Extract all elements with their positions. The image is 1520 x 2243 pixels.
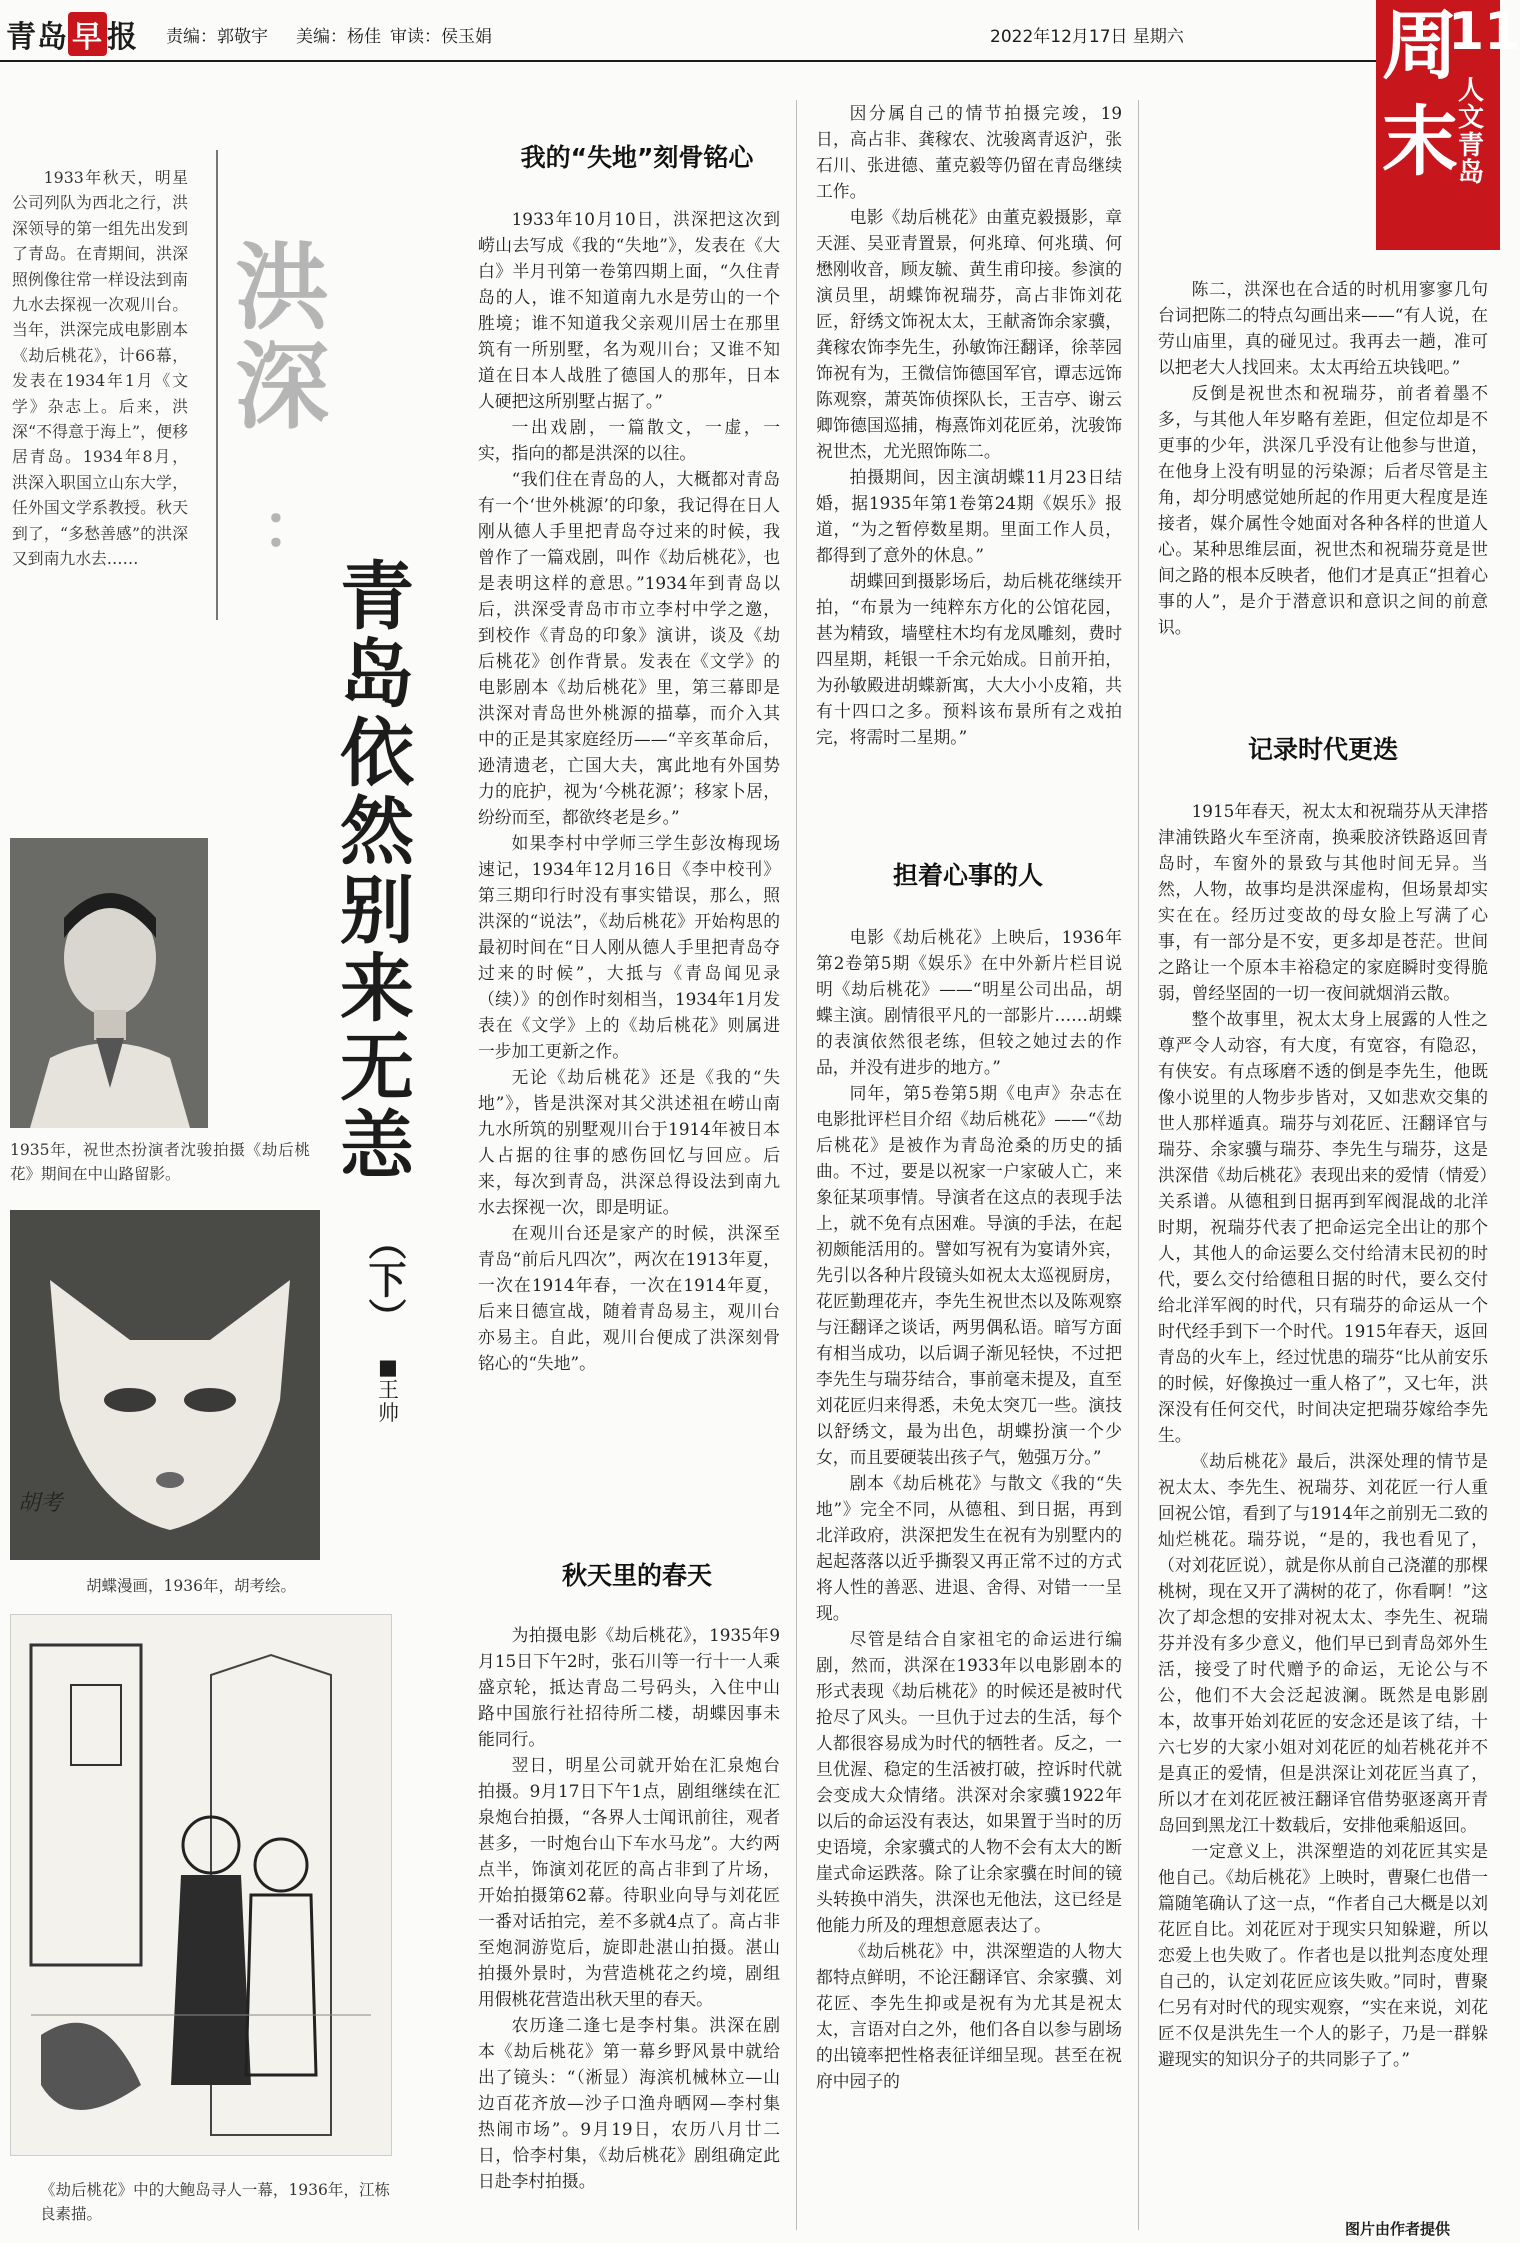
badge-mo: 末 [1382,97,1458,186]
column-1-bottom [478,1622,780,2194]
issue-date: 2022年12月17日 星期六 [990,27,1184,47]
paragraph: 无论《劫后桃花》还是《我的“失地”》，皆是洪深对其父洪述祖在崂山南九水所筑的别墅观川台于1914年被日本人占据的往事的感伤回忆与回应。后来，每次到青岛，洪深总得设法到南九水去探视一次，即是明证。 [478,1067,780,1217]
paragraph: 农历逢二逢七是李村集。洪深在剧本《劫后桃花》第一幕乡野风景中就给出了镜头：“（淅显）海滨机械林立—山边百花齐放—沙子口渔舟晒网—李村集热闹市场”。9月19日，农历八月廿二日，恰李村集，《劫后桃花》剧组确定此日赴李村拍摄。 [478,2015,780,2191]
title-colon: ： [262,493,322,563]
paragraph: 1933年10月10日，洪深把这次到崂山去写成《我的“失地”》，发表在《大白》半月刊第一卷第四期上面，“久住青岛的人，谁不知道南九水是劳山的一个胜境；谁不知道我父亲观川居士在那里筑有一所别墅，名为观川台；又谁不知道在日本人战胜了德国人的那年，日本人硬把这所别墅占据了。” [478,209,780,411]
paragraph: 一定意义上，洪深塑造的刘花匠其实是他自己。《劫后桃花》上映时，曹聚仁也借一篇随笔确认了这一点，“作者自己大概是以刘花匠自比。刘花匠对于现实只知躲避，所以恋爱上也失败了。作者也是以批判态度处理自己的，认定刘花匠应该失败。”同时，曹聚仁另有对时代的现实观察，“实在来说，刘花匠不仅是洪先生一个人的影子，乃是一群躲避现实的知识分子的共同影子了。” [1158,1841,1488,2069]
paragraph: 反倒是祝世杰和祝瑞芬，前者着墨不多，与其他人年岁略有差距，但定位却是不更事的少年，洪深几乎没有让他参与世道，在他身上没有明显的污染源；后者尽管是主角，却分明感觉她所起的作用更大程度是连接者，媒介属性令她面对各种各样的世道人心。某种思维层面，祝世杰和祝瑞芬竟是世间之路的根本反映者，他们才是真正“担着心事的人”，是介于潜意识和意识之间的前意识。 [1158,383,1488,637]
section-name: 人文青岛 [1458,76,1485,188]
paragraph: 如果李村中学师三学生彭汝梅现场速记，1934年12月16日《李中校刊》第三期印行时没有事实错误，那么，照洪深的“说法”，《劫后桃花》开始构思的最初时间在“日人刚从德人手里把青岛夺过来的时候”，大抵与《青岛闻见录（续）》的创作时刻相当，1934年1月发表在《文学》上的《劫后桃花》则属进一步加工更新之作。 [478,833,780,1061]
paragraph: 陈二，洪深也在合适的时机用寥寥几句台词把陈二的特点勾画出来——“有人说，在劳山庙里，真的碰见过。我再去一趟，准可以把老大人找回来。太太再给五块钱吧。” [1158,279,1488,377]
portrait-graphic [10,838,208,1128]
paragraph: 剧本《劫后桃花》与散文《我的“失地”》完全不同，从德租、到日据，再到北洋政府，洪深把发生在祝有为别墅内的起起落落以近乎撕裂又再正常不过的方式将人性的善恶、进退、舍得、对错一一呈现。 [816,1473,1122,1623]
sketch-graphic [11,1615,391,2155]
paragraph: 电影《劫后桃花》上映后，1936年第2卷第5期《娱乐》在中外新片栏目说明《劫后桃花》——“明星公司出品，胡蝶主演。剧情很平凡的一部影片……胡蝶的表演依然很老练，但较之她过去的作品，并没有进步的地方。” [816,927,1122,1077]
column-2-top [816,100,1122,750]
column-2-bottom [816,924,1122,2094]
reviewer-credit: 审读：侯玉娟 [390,27,492,47]
page-title: 青岛依然别来无恙 [340,554,414,1190]
section-heading-3: 担着心事的人 [892,861,1043,890]
header-rule [0,60,1380,62]
logo-text-a: 青岛 [6,20,68,55]
designer-credit: 美编：杨佳 [296,27,381,47]
paragraph: 《劫后桃花》中，洪深塑造的人物大都特点鲜明，不论汪翻译官、余家骥、刘花匠、李先生抑或是祝有为尤其是祝太太，言语对白之外，他们各自以参与剧场的出镜率把性格表征详细呈现。甚至在祝府中园子的 [816,1941,1122,2091]
photo2-caption: 胡蝶漫画，1936年，胡考绘。 [86,1577,296,1595]
paragraph: 胡蝶回到摄影场后，劫后桃花继续开拍，“布景为一纯粹东方化的公馆花园，甚为精致，墙壁柱木均有龙凤雕刻，费时四星期，耗银一千余元始成。日前开拍，为孙敏殿进胡蝶新寓，大大小小皮箱，共有十四口之多。预料该布景所有之戏拍完，将需时二星期。” [816,571,1122,747]
paragraph: 一出戏剧，一篇散文，一虚，一实，指向的都是洪深的以往。 [478,417,780,463]
title-name: 洪深 [235,234,330,442]
column-3-bottom [1158,798,1488,2072]
section-heading-2: 秋天里的春天 [561,1561,712,1590]
portrait-photo [10,838,208,1128]
paragraph: 尽管是结合自家祖宅的命运进行编剧，然而，洪深在1933年以电影剧本的形式表现《劫后桃花》的时候还是被时代抢尽了风头。一旦仇于过去的生活，每个人都很容易成为时代的牺牲者。反之，一旦优渥、稳定的生活被打破，控诉时代就会变成大众情绪。洪深对余家骥1922年以后的命运没有表达，如果置于当时的历史语境，余家骥式的人物不会有太大的断崖式命运跌落。除了让余家骥在时间的镜头转换中消失，洪深也无他法，这已经是他能力所及的理想意愿表达了。 [816,1629,1122,1935]
paragraph: 《劫后桃花》最后，洪深处理的情节是祝太太、李先生、祝瑞芬、刘花匠一行人重回祝公馆，看到了与1914年之前别无二致的灿烂桃花。瑞芬说，“是的，我也看见了，（对刘花匠说），就是你从前自己浇灌的那棵桃树，现在又开了满树的花了，你看啊！”这次了却念想的安排对祝太太、李先生、祝瑞芬并没有多少意义，他们早已到青岛郊外生活，接受了时代赠予的命运，无论公与不公，他们不大会泛起波澜。既然是电影剧本，故事开始刘花匠的安念还是该了结，十六七岁的大家小姐对刘花匠的灿若桃花并不是真正的爱情，但是洪深让刘花匠当真了，所以才在刘花匠被汪翻译官借势驱逐离开青岛回到黑龙江十数载后，安排他乘船返回。 [1158,1451,1488,1835]
photo-credit: 图片由作者提供 [1345,2220,1451,2238]
column-1-top [478,206,780,1376]
badge-zhou: 周 [1382,1,1458,90]
paragraph: 因分属自己的情节拍摄完竣，19日，高占非、龚稼农、沈骏离青返沪，张石川、张进德、董克毅等仍留在青岛继续工作。 [816,103,1122,201]
title-part: （下） [362,1222,407,1336]
column-3-top [1158,276,1488,640]
paragraph: 整个故事里，祝太太身上展露的人性之尊严令人动容，有大度，有宽容，有隐忍，有侠安。有点琢磨不透的倒是李先生，他既像小说里的人物步步皆对，又如悲欢交集的世人那样遁真。瑞芬与刘花匠、汪翻译官与瑞芬、余家骥与瑞芬、李先生与瑞芬，这是洪深借《劫后桃花》表现出来的爱情（情爱）关系谱。从德租到日据再到军阀混战的北洋时期，祝瑞芬代表了把命运完全出让的那个人，其他人的命运要么交付给清末民初的时代，要么交付给德租日据的时代，要么交付给北洋军阀的时代，只有瑞芬的命运从一个时代经手到下一个时代。1915年春天，返回青岛的火车上，经过忧患的瑞芬“比从前安乐的时候，好像换过一重人格了”，又七年，洪深没有任何交代，时间决定把瑞芬嫁给李先生。 [1158,1009,1488,1445]
paragraph: 同年，第5卷第5期《电声》杂志在电影批评栏目介绍《劫后桃花》——“《劫后桃花》是被作为青岛沧桑的历史的插曲。不过，要是以祝家一户家破人亡，来象征某项事情。导演者在这点的表现手法上，就不免有点困难。导演的手法，在起初颇能活用的。譬如写祝有为宴请外宾，先引以各种片段镜头如祝太太巡视厨房，花匠勤理花卉，李先生祝世杰以及陈观察与汪翻译之谈话，两男偶私语。暗写方面有相当成功，以后调子渐见轻快，不过把李先生与瑞芬结合，事前毫未提及，直至刘花匠归来得悉，未免太突兀一些。演技以舒绣文，最为出色，胡蝶扮演一个少女，而且要硬装出孩子气，勉强万分。” [816,1083,1122,1467]
logo-text-c: 报 [107,20,138,55]
section-heading-4: 记录时代更迭 [1247,735,1398,764]
column-divider-2 [1138,100,1139,2230]
page-number: 11 [1448,2,1520,62]
street-sketch [10,1614,392,2156]
photo1-caption: 1935年，祝世杰扮演者沈骏拍摄《劫后桃花》期间在中山路留影。 [10,1141,310,1183]
section-badge [1376,0,1520,250]
photo3-caption: 《劫后桃花》中的大鲍岛寻人一幕，1936年，江栋良素描。 [40,2181,390,2223]
paragraph: 在观川台还是家产的时候，洪深至青岛“前后凡四次”，两次在1913年夏，一次在1914年春，一次在1914年夏，后来日德宣战，随着青岛易主，观川台亦易主。自此，观川台便成了洪深刻骨铭心的“失地”。 [478,1223,780,1373]
paragraph: 翌日，明星公司就开始在汇泉炮台拍摄。9月17日下午1点，剧组继续在汇泉炮台拍摄，“各界人士闻讯前往，观者甚多，一时炮台山下车水马龙”。大约两点半，饰演刘花匠的高占非到了片场，开始拍摄第62幕。待职业向导与刘花匠一番对话拍完，差不多就4点了。高占非至炮洞游览后，旋即赴湛山拍摄。湛山拍摄外景时，为营造桃花之约境，剧组用假桃花营造出秋天里的春天。 [478,1755,780,2009]
article-intro: 1933年秋天，明星公司列队为西北之行，洪深领导的第一组先出发到了青岛。在青期间，洪深照例像往常一样设法到南九水去探视一次观川台。当年，洪深完成电影剧本《劫后桃花》，计66幕，发表在1934年1月《文学》杂志上。后来，洪深“不得意于海上”，便移居青岛。1934年8月，洪深入职国立山东大学，任外国文学系教授。秋天到了，“多愁善感”的洪深又到南九水去…… [12,168,188,569]
paragraph: 为拍摄电影《劫后桃花》，1935年9月15日下午2时，张石川等一行十一人乘盛京轮，抵达青岛二号码头，入住中山路中国旅行社招待所二楼，胡蝶因事未能同行。 [478,1625,780,1749]
paragraph: 1915年春天，祝太太和祝瑞芬从天津搭津浦铁路火车至济南，换乘胶济铁路返回青岛时，车窗外的景致与其他时间无异。当然，人物，故事均是洪深虚构，但场景却实实在在。经历过变故的母女脸上写满了心事，有一部分是不安，更多却是苍茫。世间之路让一个原本丰裕稳定的家庭瞬时变得脆弱，曾经坚固的一切一夜间就烟消云散。 [1158,801,1488,1003]
paragraph: 拍摄期间，因主演胡蝶11月23日结婚，据1935年第1卷第24期《娱乐》报道，“为之暂停数星期。里面工作人员，都得到了意外的休息。” [816,467,1122,565]
cartoonist-signature: 胡考 [18,1491,63,1516]
editor-credit: 责编：郭敬宇 [166,27,268,47]
paragraph: 电影《劫后桃花》由董克毅摄影，章天涯、吴亚青置景，何兆璋、何兆璜、何懋刚收音，顾友毓、黄生甫印接。参演的演员里，胡蝶饰祝瑞芬，高占非饰刘花匠，舒绣文饰祝太太，王献斋饰余家骥，龚稼农饰李先生，孙敏饰汪翻译，徐莘园饰祝有为，王微信饰德国军官，谭志远饰陈观察，萧英饰侦探队长，王吉亭、谢云卿饰德国巡捕，梅熹饰刘花匠弟，沈骏饰祝世杰，尤光照饰陈二。 [816,207,1122,461]
intro-divider [216,150,218,620]
logo-text-b: 早 [68,12,107,56]
column-divider-1 [796,100,797,2230]
author-byline: ■王帅 [378,1355,399,1426]
section-heading-1: 我的“失地”刻骨铭心 [520,143,754,172]
newspaper-logo [6,12,138,56]
paragraph: “我们住在青岛的人，大概都对青岛有一个‘世外桃源’的印象，我记得在日人刚从德人手里把青岛夺过来的时候，我曾作了一篇戏剧，叫作《劫后桃花》，也是表明这样的意思。”1934年到青岛以后，洪深受青岛市市立李村中学之邀，到校作《青岛的印象》演讲，谈及《劫后桃花》创作背景。发表在《文学》的电影剧本《劫后桃花》里，第三幕即是洪深对青岛世外桃源的描摹，而介入其中的正是其家庭经历——“辛亥革命后，逊清遗老，亡国大夫，寓此地有外国势力的庇护，视为‘今桃花源’；移家卜居，纷纷而至，都欲终老是乡。” [478,469,780,827]
